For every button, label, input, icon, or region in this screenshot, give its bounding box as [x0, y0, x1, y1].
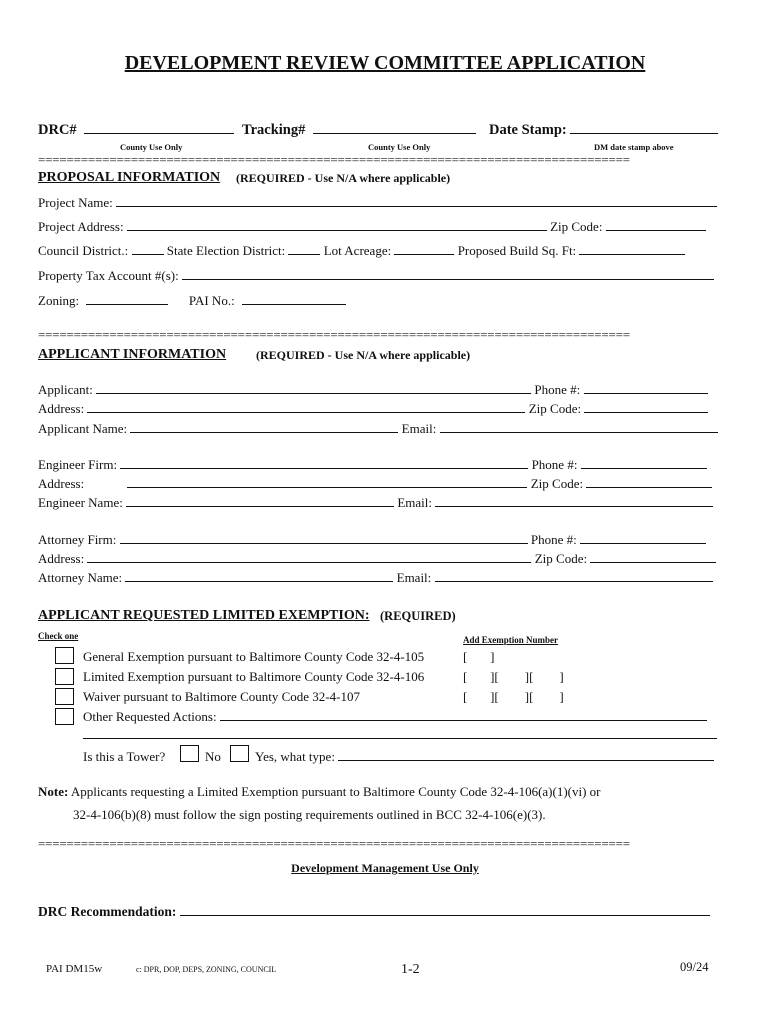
- waiver-label: Waiver pursuant to Baltimore County Code 32-4-107: [83, 689, 360, 704]
- tower-type-field[interactable]: [338, 749, 714, 761]
- waiver-numbers[interactable]: [ ][ ][ ]: [463, 689, 564, 704]
- engineer-name-field[interactable]: [126, 495, 394, 507]
- other-actions-row: [83, 709, 707, 725]
- build-sqft-field[interactable]: [579, 243, 685, 255]
- dm-use-heading: Development Management Use Only: [291, 861, 479, 875]
- phone-field[interactable]: [584, 382, 708, 394]
- zip-code-label: Zip Code:: [550, 219, 603, 234]
- engineer-name-label: Engineer Name:: [38, 495, 123, 510]
- attorney-address-label: Address:: [38, 551, 85, 566]
- council-district-label: Council District.:: [38, 243, 129, 258]
- engineer-address-field[interactable]: [127, 476, 527, 488]
- engineer-firm-field[interactable]: [120, 457, 528, 469]
- note-label: Note:: [38, 784, 69, 799]
- applicant-label: Applicant:: [38, 382, 93, 397]
- lot-acreage-field[interactable]: [394, 243, 454, 255]
- page-number: 1-2: [401, 962, 420, 977]
- attorney-zip-label: Zip Code:: [534, 551, 588, 566]
- tax-account-label: Property Tax Account #(s):: [38, 268, 179, 283]
- lot-acreage-label: Lot Acreage:: [323, 243, 392, 258]
- address-label: Address:: [38, 401, 85, 416]
- engineer-email-field[interactable]: [435, 495, 713, 507]
- drc-recommendation-field[interactable]: [180, 904, 710, 916]
- applicant-name-row: [38, 421, 718, 437]
- pai-no-label: PAI No.:: [188, 293, 235, 308]
- separator-rule: ===================================================================================: [38, 152, 630, 167]
- project-name-field[interactable]: [116, 195, 717, 207]
- attorney-phone-label: Phone #:: [530, 532, 577, 547]
- general-exemption-label: General Exemption pursuant to Baltimore County Code 32-4-105: [83, 649, 425, 664]
- applicant-row: [38, 382, 708, 398]
- attorney-address-row: [38, 551, 716, 567]
- other-actions-checkbox[interactable]: [55, 708, 74, 725]
- tax-account-field[interactable]: [182, 268, 714, 280]
- drc-field[interactable]: [84, 122, 234, 134]
- drc-row: [38, 122, 234, 139]
- tower-yes-label: Yes, what type:: [255, 749, 335, 764]
- applicant-heading: APPLICANT INFORMATION: [38, 347, 227, 362]
- attorney-firm-label: Attorney Firm:: [38, 532, 117, 547]
- pai-no-field[interactable]: [242, 293, 346, 305]
- attorney-email-label: Email:: [396, 570, 432, 585]
- attorney-name-row: [38, 570, 713, 586]
- limited-exemption-checkbox[interactable]: [55, 668, 74, 685]
- limited-exemption-label: Limited Exemption pursuant to Baltimore County Code 32-4-106: [83, 669, 425, 684]
- date-stamp-label: Date Stamp:: [489, 122, 567, 138]
- engineer-name-row: [38, 495, 713, 511]
- tracking-label: Tracking#: [242, 122, 306, 138]
- tower-question: Is this a Tower?: [83, 749, 166, 764]
- county-use-note: County Use Only: [120, 142, 183, 152]
- check-one-note: Check one: [38, 631, 79, 641]
- phone-label: Phone #:: [534, 382, 581, 397]
- date-stamp-row: [489, 122, 718, 139]
- add-number-note: Add Exemption Number: [463, 635, 559, 645]
- attorney-firm-field[interactable]: [120, 532, 528, 544]
- general-exemption-checkbox[interactable]: [55, 647, 74, 664]
- build-sqft-label: Proposed Build Sq. Ft:: [457, 243, 577, 258]
- attorney-name-field[interactable]: [125, 570, 393, 582]
- separator-rule: ===================================================================================: [38, 836, 630, 851]
- applicant-required: (REQUIRED - Use N/A where applicable): [256, 348, 471, 362]
- note-text-2: 32-4-106(b)(8) must follow the sign posting requirements outlined in BCC 32-4-106(e)(3).: [73, 807, 546, 822]
- tax-account-row: [38, 268, 714, 284]
- engineer-firm-row: [38, 457, 707, 473]
- proposal-required: (REQUIRED - Use N/A where applicable): [236, 171, 451, 185]
- state-election-label: State Election District:: [166, 243, 286, 258]
- attorney-firm-row: [38, 532, 706, 548]
- council-district-field[interactable]: [132, 243, 164, 255]
- project-address-label: Project Address:: [38, 219, 124, 234]
- attorney-address-field[interactable]: [87, 551, 531, 563]
- page-title: DEVELOPMENT REVIEW COMMITTEE APPLICATION: [124, 52, 646, 74]
- attorney-phone-field[interactable]: [580, 532, 706, 544]
- drc-label: DRC#: [38, 122, 77, 138]
- tower-no-label: No: [205, 749, 221, 764]
- applicant-name-field[interactable]: [130, 421, 398, 433]
- applicant-field[interactable]: [96, 382, 531, 394]
- project-name-label: Project Name:: [38, 195, 113, 210]
- project-address-field[interactable]: [127, 219, 547, 231]
- tracking-row: [242, 122, 476, 139]
- zoning-label: Zoning:: [38, 293, 80, 308]
- cc-list: c: DPR, DOP, DEPS, ZONING, COUNCIL: [136, 965, 277, 974]
- exemption-required: (REQUIRED): [380, 609, 456, 623]
- zoning-field[interactable]: [86, 293, 168, 305]
- separator-rule: ===================================================================================: [38, 327, 630, 342]
- address-field[interactable]: [87, 401, 525, 413]
- engineer-email-label: Email:: [397, 495, 432, 510]
- general-exemption-number[interactable]: [ ]: [463, 649, 495, 664]
- drc-recommendation-label: DRC Recommendation:: [38, 904, 177, 919]
- project-address-row: [38, 219, 706, 235]
- project-name-row: [38, 195, 717, 211]
- drc-recommendation-row: [38, 904, 710, 920]
- engineer-address-label: Address:: [38, 476, 85, 491]
- engineer-zip-label: Zip Code:: [530, 476, 584, 491]
- applicant-name-label: Applicant Name:: [38, 421, 128, 436]
- engineer-phone-label: Phone #:: [531, 457, 578, 472]
- email-label: Email:: [401, 421, 437, 436]
- engineer-phone-field[interactable]: [581, 457, 707, 469]
- engineer-firm-label: Engineer Firm:: [38, 457, 118, 472]
- zip-label: Zip Code:: [528, 401, 582, 416]
- attorney-email-field[interactable]: [435, 570, 713, 582]
- zip-field[interactable]: [584, 401, 708, 413]
- county-use-note: County Use Only: [368, 142, 431, 152]
- tower-type-row: [255, 749, 714, 765]
- district-row: [38, 243, 685, 259]
- engineer-address-row: [38, 476, 712, 492]
- tracking-field[interactable]: [313, 122, 476, 134]
- form-id: PAI DM15w: [46, 963, 103, 975]
- state-election-field[interactable]: [288, 243, 320, 255]
- note-text-1: Applicants requesting a Limited Exemption pursuant to Baltimore County Code 32-4-106(a)(1)(vi) or: [70, 784, 601, 799]
- exemption-heading: APPLICANT REQUESTED LIMITED EXEMPTION:: [38, 608, 370, 623]
- attorney-name-label: Attorney Name:: [38, 570, 123, 585]
- dm-stamp-note: DM date stamp above: [594, 142, 674, 152]
- engineer-zip-field[interactable]: [586, 476, 712, 488]
- other-actions-label: Other Requested Actions:: [83, 709, 217, 724]
- proposal-heading: PROPOSAL INFORMATION: [38, 170, 221, 185]
- zoning-row: [38, 293, 346, 309]
- limited-exemption-numbers[interactable]: [ ][ ][ ]: [463, 669, 564, 684]
- revision-date: 09/24: [680, 960, 709, 974]
- other-actions-field[interactable]: [220, 709, 707, 721]
- tower-yes-checkbox[interactable]: [230, 745, 249, 762]
- waiver-checkbox[interactable]: [55, 688, 74, 705]
- note-line-1: [38, 784, 601, 800]
- zip-code-field[interactable]: [606, 219, 706, 231]
- attorney-zip-field[interactable]: [590, 551, 716, 563]
- other-actions-field-line2[interactable]: [83, 738, 717, 739]
- address-row: [38, 401, 708, 417]
- tower-no-checkbox[interactable]: [180, 745, 199, 762]
- date-stamp-field[interactable]: [570, 122, 718, 134]
- email-field[interactable]: [440, 421, 718, 433]
